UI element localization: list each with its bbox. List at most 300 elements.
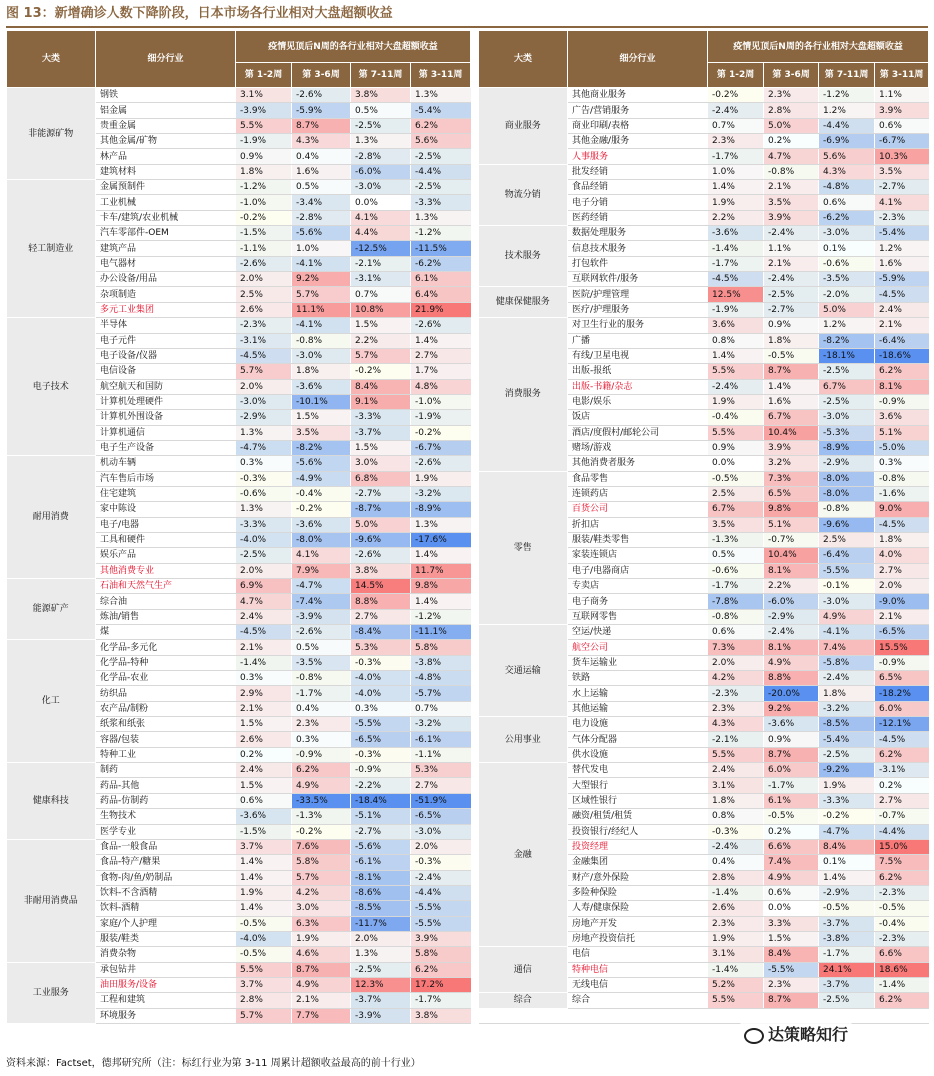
return-w3-6: -2.7%: [764, 302, 819, 317]
return-w1-2: -0.8%: [708, 609, 764, 624]
return-w1-2: 5.5%: [708, 993, 764, 1008]
category-cell: 非耐用消费品: [7, 839, 96, 962]
return-w3-6: -3.4%: [292, 195, 351, 210]
return-w1-2: -2.9%: [236, 410, 292, 425]
return-w3-6: -0.9%: [292, 747, 351, 762]
return-w3-11: 6.2%: [875, 747, 929, 762]
header-main-right: 疫情见顶后N周的各行业相对大盘超额收益: [708, 31, 929, 63]
return-w3-6: 3.0%: [292, 901, 351, 916]
table-row: [7, 609, 929, 624]
subindustry-name: 家庭/个人护理: [96, 916, 236, 931]
return-w7-11: -8.1%: [351, 870, 411, 885]
return-w7-11: -2.4%: [819, 671, 875, 686]
return-w1-2: 2.1%: [236, 640, 292, 655]
subindustry-name: 百货公司: [568, 502, 708, 517]
column-gap: [471, 778, 479, 793]
return-w1-2: 0.2%: [236, 747, 292, 762]
return-w7-11: -2.9%: [819, 885, 875, 900]
header-category-right: 大类: [479, 31, 568, 88]
table-row: [7, 180, 929, 195]
subindustry-name: 出版-书籍/杂志: [568, 379, 708, 394]
return-w1-2: 0.9%: [236, 149, 292, 164]
return-w1-2: 0.3%: [236, 456, 292, 471]
return-w3-11: -4.4%: [411, 885, 471, 900]
table-row: [7, 502, 929, 517]
column-gap: [471, 977, 479, 992]
return-w1-2: 6.9%: [236, 579, 292, 594]
table-row: [7, 532, 929, 547]
subindustry-name: 纸浆和纸张: [96, 717, 236, 732]
return-w3-11: 3.8%: [411, 1008, 471, 1023]
subindustry-name: 广播: [568, 333, 708, 348]
return-w7-11: 5.6%: [819, 149, 875, 164]
column-gap: [471, 302, 479, 317]
return-w7-11: -5.4%: [819, 732, 875, 747]
return-w7-11: 7.4%: [819, 640, 875, 655]
column-gap: [471, 256, 479, 271]
table-body: [7, 88, 929, 1024]
subindustry-name: 汽车售后市场: [96, 471, 236, 486]
return-w3-11: 6.4%: [411, 287, 471, 302]
return-w3-11: 1.3%: [411, 88, 471, 103]
column-gap: [471, 855, 479, 870]
subindustry-name: 娱乐产品: [96, 548, 236, 563]
subindustry-name: 融资/租赁/租赁: [568, 809, 708, 824]
return-w1-2: 3.1%: [708, 947, 764, 962]
return-w7-11: -8.6%: [351, 885, 411, 900]
table-row: [7, 394, 929, 409]
subindustry-name: 铁路: [568, 671, 708, 686]
column-gap: [471, 456, 479, 471]
return-w7-11: -3.3%: [351, 410, 411, 425]
return-w3-11: -6.2%: [411, 256, 471, 271]
return-w7-11: 1.2%: [819, 103, 875, 118]
return-w3-11: -5.7%: [411, 686, 471, 701]
column-gap: [471, 333, 479, 348]
return-w1-2: -1.4%: [708, 962, 764, 977]
subindustry-name: 办公设备/用品: [96, 272, 236, 287]
return-w7-11: 3.8%: [351, 563, 411, 578]
return-w1-2: 2.0%: [236, 272, 292, 287]
return-w3-6: -0.5%: [764, 348, 819, 363]
return-w7-11: 3.8%: [351, 88, 411, 103]
subindustry-name: 机动车辆: [96, 456, 236, 471]
return-w7-11: 0.6%: [819, 195, 875, 210]
subindustry-name: 化学品-特种: [96, 655, 236, 670]
return-w1-2: -4.5%: [708, 272, 764, 287]
table-row: [7, 226, 929, 241]
subindustry-name: 其他金属/矿物: [96, 134, 236, 149]
return-w7-11: -6.4%: [819, 548, 875, 563]
return-w7-11: -8.7%: [351, 502, 411, 517]
return-w3-6: 0.2%: [764, 134, 819, 149]
column-gap: [471, 962, 479, 977]
column-gap: [471, 272, 479, 287]
return-w3-6: -2.8%: [292, 210, 351, 225]
subindustry-name: 折扣店: [568, 517, 708, 532]
return-w7-11: -4.7%: [819, 824, 875, 839]
return-w3-6: 1.0%: [292, 241, 351, 256]
return-w1-2: 1.0%: [708, 164, 764, 179]
return-w3-6: 0.4%: [292, 149, 351, 164]
category-cell: 通信: [479, 947, 568, 993]
column-gap: [471, 839, 479, 854]
industry-returns-table: [6, 30, 929, 1024]
return-w3-11: -6.5%: [411, 809, 471, 824]
return-w3-11: 4.0%: [875, 548, 929, 563]
return-w3-11: 1.7%: [411, 364, 471, 379]
return-w3-6: -5.9%: [292, 103, 351, 118]
return-w7-11: -3.7%: [351, 993, 411, 1008]
return-w7-11: -0.8%: [819, 502, 875, 517]
return-w3-11: 3.9%: [875, 103, 929, 118]
return-w7-11: -5.1%: [351, 809, 411, 824]
subindustry-name: 供水设施: [568, 747, 708, 762]
return-w3-11: -5.9%: [875, 272, 929, 287]
return-w3-11: -3.8%: [411, 655, 471, 670]
table-row: [7, 793, 929, 808]
subindustry-name: 替代发电: [568, 763, 708, 778]
header-gap: [471, 31, 479, 88]
subindustry-name: 货车运输业: [568, 655, 708, 670]
return-w7-11: -3.7%: [819, 977, 875, 992]
return-w3-6: 0.6%: [764, 885, 819, 900]
return-w3-6: 0.5%: [292, 180, 351, 195]
return-w3-11: -17.6%: [411, 532, 471, 547]
subindustry-name: 数据处理服务: [568, 226, 708, 241]
table-row: [7, 962, 929, 977]
return-w3-11: 0.6%: [875, 118, 929, 133]
return-w3-6: 0.2%: [764, 824, 819, 839]
return-w1-2: 2.3%: [708, 134, 764, 149]
subindustry-name: 打包软件: [568, 256, 708, 271]
subindustry-name: 电子分销: [568, 195, 708, 210]
return-w1-2: 5.7%: [236, 364, 292, 379]
category-cell: 物流分销: [479, 164, 568, 225]
return-w1-2: -4.0%: [236, 931, 292, 946]
return-w3-11: 6.6%: [875, 947, 929, 962]
return-w7-11: -3.0%: [351, 180, 411, 195]
subindustry-name: 特种电信: [568, 962, 708, 977]
return-w3-6: -2.6%: [292, 625, 351, 640]
return-w3-11: 2.1%: [875, 609, 929, 624]
return-w3-11: 2.0%: [875, 579, 929, 594]
subindustry-name: 医院/护理管理: [568, 287, 708, 302]
return-w1-2: -1.4%: [708, 241, 764, 256]
table-row: [7, 318, 929, 333]
return-w3-6: -3.6%: [292, 379, 351, 394]
return-w3-11: -11.5%: [411, 241, 471, 256]
return-w1-2: 1.8%: [236, 164, 292, 179]
return-w3-6: 2.1%: [764, 256, 819, 271]
return-w3-6: 4.9%: [764, 870, 819, 885]
column-gap: [471, 164, 479, 179]
return-w3-11: -2.3%: [875, 885, 929, 900]
return-w1-2: -2.4%: [708, 103, 764, 118]
return-w7-11: -3.0%: [819, 594, 875, 609]
column-gap: [471, 440, 479, 455]
return-w3-11: -5.5%: [411, 901, 471, 916]
return-w3-11: 1.8%: [875, 532, 929, 547]
return-w1-2: 5.5%: [236, 962, 292, 977]
return-w7-11: -2.0%: [819, 287, 875, 302]
subindustry-name: 煤: [96, 625, 236, 640]
return-w7-11: -18.4%: [351, 793, 411, 808]
return-w7-11: -8.0%: [819, 486, 875, 501]
return-w1-2: 1.4%: [236, 870, 292, 885]
return-w3-6: 3.5%: [292, 425, 351, 440]
column-gap: [471, 809, 479, 824]
subindustry-name: 人寿/健康保险: [568, 901, 708, 916]
return-w3-11: -18.2%: [875, 686, 929, 701]
return-w3-11: -2.6%: [411, 318, 471, 333]
return-w7-11: -3.0%: [819, 410, 875, 425]
return-w3-6: -8.0%: [292, 532, 351, 547]
return-w1-2: 2.8%: [708, 870, 764, 885]
table-row: [7, 134, 929, 149]
return-w3-11: 9.0%: [875, 502, 929, 517]
return-w7-11: -3.8%: [819, 931, 875, 946]
return-w3-11: -0.2%: [411, 425, 471, 440]
category-cell: 健康保健服务: [479, 287, 568, 318]
return-w1-2: 1.9%: [708, 195, 764, 210]
return-w3-6: -3.5%: [292, 655, 351, 670]
subindustry-name: 其他金融/服务: [568, 134, 708, 149]
return-w7-11: -5.5%: [351, 717, 411, 732]
return-w3-6: -0.2%: [292, 824, 351, 839]
table-row: [7, 456, 929, 471]
table-row: [7, 149, 929, 164]
return-w7-11: 8.4%: [351, 379, 411, 394]
return-w3-6: 5.0%: [764, 118, 819, 133]
return-w3-11: 1.2%: [875, 241, 929, 256]
return-w3-11: 15.0%: [875, 839, 929, 854]
return-w7-11: -3.7%: [351, 425, 411, 440]
table-row: [7, 579, 929, 594]
subindustry-name: 饮料-酒精: [96, 901, 236, 916]
return-w3-6: -2.9%: [764, 609, 819, 624]
table-row: [7, 302, 929, 317]
return-w3-6: 0.9%: [764, 732, 819, 747]
return-w3-11: -2.5%: [411, 149, 471, 164]
return-w3-6: 5.7%: [292, 287, 351, 302]
return-w3-6: 2.3%: [292, 717, 351, 732]
return-w1-2: -0.3%: [236, 471, 292, 486]
return-w3-6: 7.6%: [292, 839, 351, 854]
return-w7-11: -2.5%: [819, 364, 875, 379]
return-w3-6: -5.6%: [292, 226, 351, 241]
subindustry-name: 投资银行/经纪人: [568, 824, 708, 839]
return-w7-11: -5.5%: [819, 563, 875, 578]
return-w3-11: 5.3%: [411, 763, 471, 778]
column-gap: [471, 609, 479, 624]
return-w1-2: 1.5%: [236, 778, 292, 793]
table-row: [7, 364, 929, 379]
return-w3-6: -0.4%: [292, 486, 351, 501]
subindustry-name: 油田服务/设备: [96, 977, 236, 992]
return-w1-2: -3.3%: [236, 517, 292, 532]
return-w1-2: -0.5%: [236, 916, 292, 931]
table-row: [7, 763, 929, 778]
return-w3-11: -9.0%: [875, 594, 929, 609]
return-w7-11: 5.0%: [819, 302, 875, 317]
returns-table-container: [6, 30, 928, 1024]
return-w7-11: -3.3%: [819, 793, 875, 808]
return-w7-11: 2.7%: [351, 609, 411, 624]
return-w3-6: 1.8%: [764, 333, 819, 348]
return-w1-2: -1.5%: [236, 824, 292, 839]
return-w3-11: 18.6%: [875, 962, 929, 977]
source-note: 资料来源：Factset，德邦研究所（注：标红行业为第 3-11 周累计超额收益最高的前十行业）: [6, 1058, 421, 1069]
return-w3-11: -4.4%: [411, 164, 471, 179]
column-gap: [471, 149, 479, 164]
category-cell: 化工: [7, 640, 96, 763]
return-w1-2: -1.7%: [708, 256, 764, 271]
subindustry-name: 商业印刷/表格: [568, 118, 708, 133]
return-w3-11: 6.2%: [411, 962, 471, 977]
return-w3-11: -5.4%: [875, 226, 929, 241]
return-w3-11: 2.1%: [875, 318, 929, 333]
return-w1-2: 1.4%: [236, 855, 292, 870]
return-w1-2: 2.4%: [708, 763, 764, 778]
return-w1-2: -0.3%: [708, 824, 764, 839]
return-w3-6: 0.4%: [292, 701, 351, 716]
return-w7-11: -4.0%: [351, 671, 411, 686]
subindustry-name: 卡车/建筑/农业机械: [96, 210, 236, 225]
return-w3-6: -1.7%: [764, 778, 819, 793]
return-w3-11: 1.6%: [875, 256, 929, 271]
return-w3-11: -2.4%: [411, 870, 471, 885]
return-w1-2: 2.1%: [236, 701, 292, 716]
return-w7-11: 1.2%: [819, 318, 875, 333]
table-row: [7, 901, 929, 916]
subindustry-name: 化学品-多元化: [96, 640, 236, 655]
return-w1-2: 2.4%: [236, 763, 292, 778]
return-w7-11: 4.4%: [351, 226, 411, 241]
return-w3-6: 9.8%: [764, 502, 819, 517]
return-w3-6: -0.5%: [764, 809, 819, 824]
return-w1-2: -1.9%: [708, 302, 764, 317]
subindustry-name: 电信设备: [96, 364, 236, 379]
return-w7-11: -2.7%: [351, 486, 411, 501]
return-w3-11: -6.5%: [875, 625, 929, 640]
category-cell: 技术服务: [479, 226, 568, 287]
return-w3-6: -0.2%: [292, 502, 351, 517]
return-w3-6: 1.6%: [764, 394, 819, 409]
return-w7-11: 1.8%: [819, 686, 875, 701]
return-w3-6: 1.9%: [292, 931, 351, 946]
return-w3-11: 6.2%: [411, 118, 471, 133]
return-w7-11: -8.5%: [819, 717, 875, 732]
return-w1-2: 3.1%: [236, 88, 292, 103]
column-gap: [471, 655, 479, 670]
return-w7-11: -0.2%: [819, 809, 875, 824]
header-main: 疫情见顶后N周的各行业相对大盘超额收益: [236, 31, 471, 63]
return-w1-2: -2.5%: [236, 548, 292, 563]
return-w1-2: 1.3%: [236, 502, 292, 517]
return-w3-6: -5.6%: [292, 456, 351, 471]
return-w7-11: -2.2%: [351, 778, 411, 793]
empty-cell: [479, 1008, 568, 1023]
return-w7-11: 6.7%: [819, 379, 875, 394]
return-w1-2: 2.5%: [236, 287, 292, 302]
return-w1-2: -2.1%: [708, 732, 764, 747]
return-w3-11: 3.9%: [411, 931, 471, 946]
return-w1-2: 1.9%: [708, 931, 764, 946]
return-w3-11: -1.2%: [411, 609, 471, 624]
return-w1-2: 5.5%: [708, 364, 764, 379]
return-w1-2: 0.4%: [708, 855, 764, 870]
return-w1-2: 0.5%: [708, 548, 764, 563]
return-w1-2: 7.3%: [708, 640, 764, 655]
return-w3-11: -0.3%: [411, 855, 471, 870]
column-gap: [471, 901, 479, 916]
return-w3-6: 3.2%: [764, 456, 819, 471]
return-w3-11: -0.8%: [875, 471, 929, 486]
subindustry-name: 财产/意外保险: [568, 870, 708, 885]
return-w7-11: -0.2%: [351, 364, 411, 379]
column-gap: [471, 517, 479, 532]
subindustry-name: 其他运输: [568, 701, 708, 716]
column-gap: [471, 226, 479, 241]
return-w1-2: 2.4%: [236, 609, 292, 624]
return-w3-6: 6.6%: [764, 839, 819, 854]
return-w3-11: 1.4%: [411, 594, 471, 609]
return-w3-11: -2.6%: [411, 456, 471, 471]
column-gap: [471, 379, 479, 394]
return-w3-11: 6.5%: [875, 671, 929, 686]
column-gap: [471, 594, 479, 609]
subindustry-name: 环境服务: [96, 1008, 236, 1023]
category-cell: 能源矿产: [7, 579, 96, 640]
subindustry-name: 家装连锁店: [568, 548, 708, 563]
subindustry-name: 杂项制造: [96, 287, 236, 302]
return-w7-11: -2.7%: [351, 824, 411, 839]
return-w7-11: 1.9%: [819, 778, 875, 793]
return-w1-2: 0.6%: [236, 793, 292, 808]
return-w3-11: 1.4%: [411, 333, 471, 348]
return-w3-6: 4.6%: [292, 947, 351, 962]
return-w3-11: -1.9%: [411, 410, 471, 425]
header-col-w1-2-right: 第 1-2周: [708, 63, 764, 88]
return-w3-11: 8.1%: [875, 379, 929, 394]
category-cell: 耐用消费: [7, 456, 96, 579]
return-w1-2: 0.8%: [708, 333, 764, 348]
return-w3-6: 8.7%: [764, 993, 819, 1008]
table-row: [7, 195, 929, 210]
return-w7-11: -2.5%: [819, 993, 875, 1008]
return-w3-6: 4.3%: [292, 134, 351, 149]
return-w1-2: 4.3%: [708, 717, 764, 732]
category-cell: 公用事业: [479, 717, 568, 763]
subindustry-name: 炼油/销售: [96, 609, 236, 624]
return-w3-11: -5.5%: [411, 916, 471, 931]
return-w3-6: 6.0%: [764, 763, 819, 778]
return-w7-11: -0.3%: [351, 655, 411, 670]
return-w3-6: 1.1%: [764, 241, 819, 256]
return-w3-6: 4.9%: [292, 778, 351, 793]
return-w3-11: -4.5%: [875, 517, 929, 532]
table-row: [7, 103, 929, 118]
return-w3-11: 2.7%: [411, 778, 471, 793]
watermark-logo: [740, 1022, 852, 1048]
return-w3-11: -4.5%: [875, 732, 929, 747]
column-gap: [471, 870, 479, 885]
table-row: [7, 118, 929, 133]
return-w3-11: -11.1%: [411, 625, 471, 640]
return-w1-2: 3.7%: [236, 977, 292, 992]
table-row: [7, 471, 929, 486]
